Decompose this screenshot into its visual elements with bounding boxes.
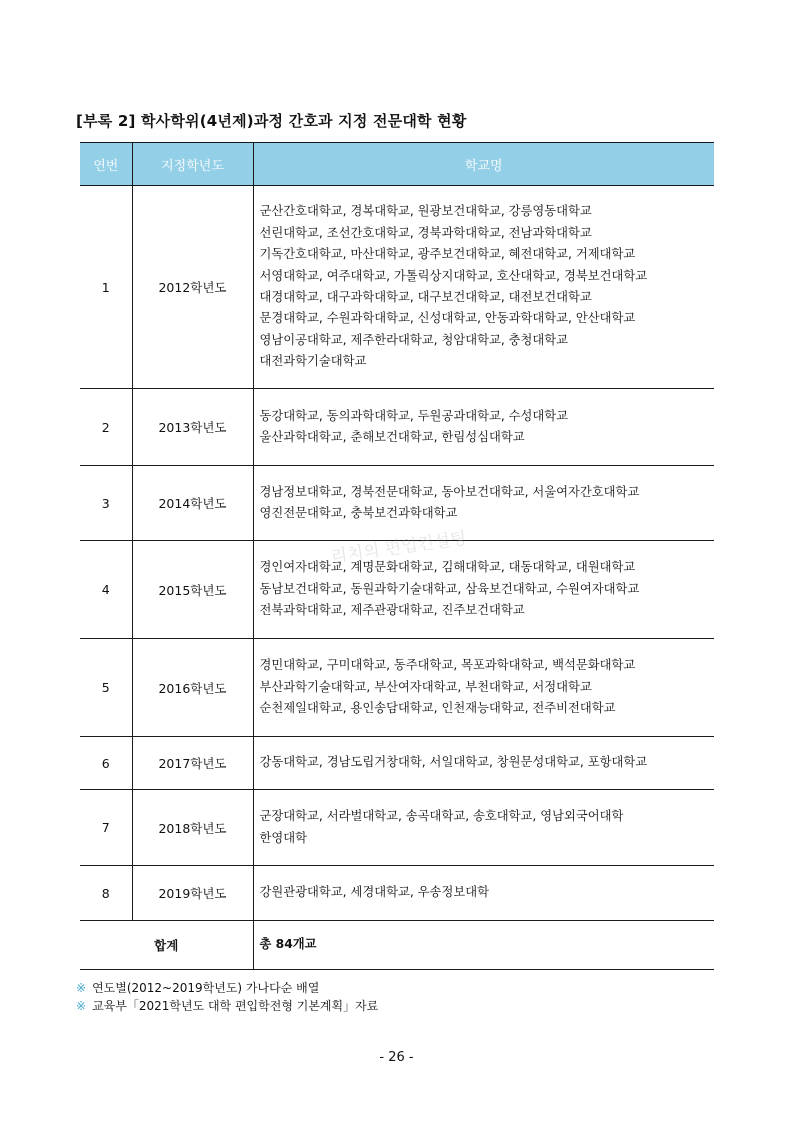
row-schools [253, 866, 714, 921]
row-schools [253, 790, 714, 866]
header-year: 지정학년도 [132, 143, 253, 186]
reference-mark-icon: ※ [76, 981, 87, 995]
row-year: 2019학년도 [132, 866, 253, 921]
row-schools [253, 389, 714, 466]
header-school-names: 학교명 [253, 143, 714, 186]
total-row [80, 921, 714, 970]
school-line: 군장대학교, 서라벌대학교, 송곡대학교, 송호대학교, 영남외국어대학 [259, 809, 624, 824]
row-number: 4 [80, 541, 132, 639]
total-value: 총 84개교 [253, 921, 714, 970]
row-year: 2014학년도 [132, 466, 253, 541]
school-line: 강원관광대학교, 세경대학교, 우송정보대학 [259, 885, 489, 900]
school-line: 경남정보대학교, 경북전문대학교, 동아보건대학교, 서울여자간호대학교 [259, 484, 640, 499]
row-year: 2018학년도 [132, 790, 253, 866]
note-line [76, 979, 378, 997]
school-line: 경민대학교, 구미대학교, 동주대학교, 목포과학대학교, 백석문화대학교 [259, 658, 636, 673]
row-number: 1 [80, 186, 132, 389]
reference-mark-icon: ※ [76, 999, 87, 1013]
school-line: 대경대학교, 대구과학대학교, 대구보건대학교, 대전보건대학교 [259, 290, 592, 304]
school-line: 동강대학교, 동의과학대학교, 두원공과대학교, 수성대학교 [259, 408, 569, 423]
school-line: 영진전문대학교, 충북보건과학대학교 [259, 506, 458, 520]
table-row [80, 866, 714, 921]
school-line: 전북과학대학교, 제주관광대학교, 진주보건대학교 [259, 603, 525, 618]
table-row [80, 639, 714, 737]
table-body [80, 186, 714, 970]
row-year: 2012학년도 [132, 186, 253, 389]
row-schools [253, 541, 714, 639]
note-line [76, 997, 378, 1015]
row-number: 3 [80, 466, 132, 541]
designated-colleges-table [80, 142, 714, 970]
table-row [80, 737, 714, 790]
school-line: 순천제일대학교, 용인송담대학교, 인천재능대학교, 전주비전대학교 [259, 701, 616, 716]
school-line: 기독간호대학교, 마산대학교, 광주보건대학교, 혜전대학교, 거제대학교 [259, 247, 636, 262]
school-line: 군산간호대학교, 경복대학교, 원광보건대학교, 강릉영동대학교 [259, 204, 592, 219]
school-line: 선린대학교, 조선간호대학교, 경북과학대학교, 전남과학대학교 [259, 225, 592, 240]
row-number: 7 [80, 790, 132, 866]
row-number: 2 [80, 389, 132, 466]
table-row [80, 790, 714, 866]
row-schools [253, 186, 714, 389]
table-row [80, 186, 714, 389]
header-number: 연번 [80, 143, 132, 186]
school-line: 문경대학교, 수원과학대학교, 신성대학교, 안동과학대학교, 안산대학교 [259, 311, 636, 326]
row-year: 2016학년도 [132, 639, 253, 737]
school-line: 울산과학대학교, 춘해보건대학교, 한림성심대학교 [259, 430, 525, 444]
page-title: [부록 2] 학사학위(4년제)과정 간호과 지정 전문대학 현황 [76, 112, 467, 130]
row-schools [253, 737, 714, 790]
notes [76, 979, 378, 1015]
school-line: 동남보건대학교, 동원과학기술대학교, 삼육보건대학교, 수원여자대학교 [259, 581, 640, 596]
table-row [80, 389, 714, 466]
row-schools [253, 639, 714, 737]
note-text: 교육부「2021학년도 대학 편입학전형 기본계획」자료 [92, 999, 379, 1013]
school-line: 대전과학기술대학교 [259, 354, 367, 369]
table-row [80, 541, 714, 639]
row-number: 6 [80, 737, 132, 790]
table-header-row [80, 143, 714, 186]
school-line: 서영대학교, 여주대학교, 가톨릭상지대학교, 호산대학교, 경북보건대학교 [259, 268, 648, 283]
school-line: 경인여자대학교, 계명문화대학교, 김해대학교, 대동대학교, 대원대학교 [259, 560, 636, 575]
watermark: 리치의 편입컨설팅 [329, 528, 468, 568]
row-number: 5 [80, 639, 132, 737]
total-label: 합계 [80, 921, 253, 970]
row-year: 2013학년도 [132, 389, 253, 466]
school-line: 부산과학기술대학교, 부산여자대학교, 부천대학교, 서정대학교 [259, 679, 592, 694]
page-number: - 26 - [379, 1050, 414, 1065]
row-number: 8 [80, 866, 132, 921]
row-year: 2017학년도 [132, 737, 253, 790]
school-line: 한영대학 [259, 830, 308, 845]
school-line: 영남이공대학교, 제주한라대학교, 청암대학교, 충청대학교 [259, 332, 569, 347]
row-year: 2015학년도 [132, 541, 253, 639]
school-line: 강동대학교, 경남도립거창대학, 서일대학교, 창원문성대학교, 포항대학교 [259, 755, 648, 770]
note-text: 연도별(2012~2019학년도) 가나다순 배열 [92, 981, 320, 995]
row-schools [253, 466, 714, 541]
table-row [80, 466, 714, 541]
